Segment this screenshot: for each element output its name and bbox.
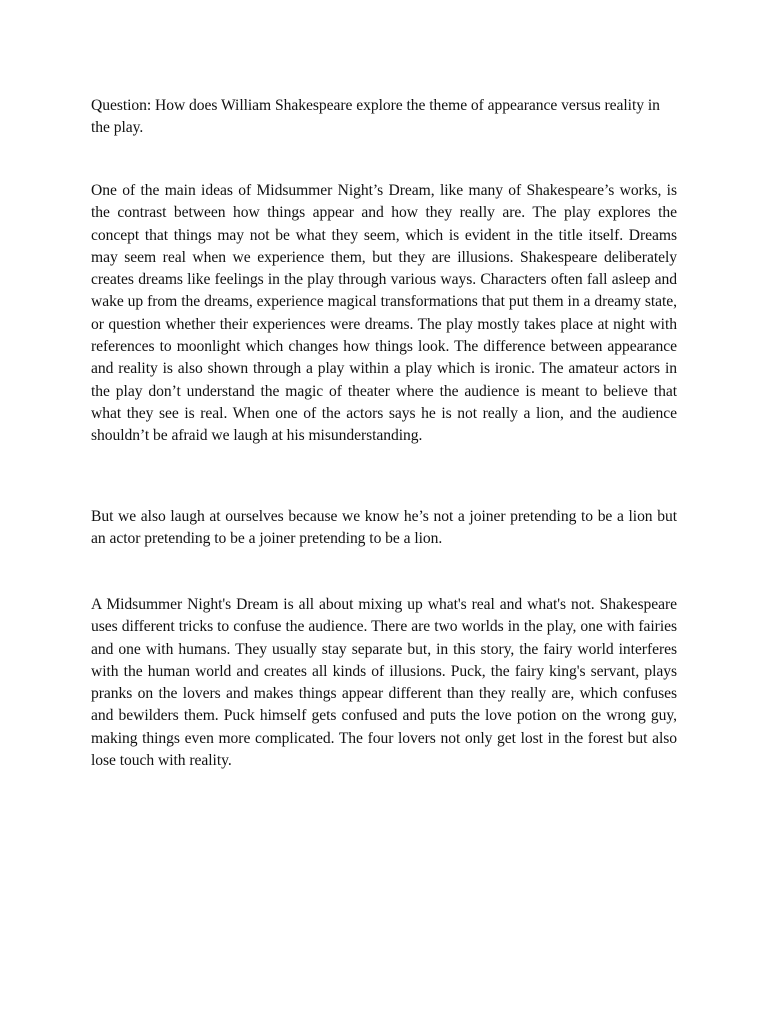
paragraph-2: But we also laugh at ourselves because we know he’s not a joiner pretending to be a lion but an actor pretending to be a joiner pretending to be a lion. <box>91 508 677 548</box>
paragraph-3: A Midsummer Night's Dream is all about mixing up what's real and what's not. Shakespeare uses different tricks to confuse the audience. There are two worlds in the play, one with fairies and one with humans. They usually stay separate but, in this story, the fairy world interferes with the human world and creates all kinds of illusions. Puck, the fairy king's servant, plays pranks on the lovers and makes things appear different than they really are, which confuses and bewilders them. Puck himself gets confused and puts the love potion on the wrong guy, making things even more complicated. The four lovers not only get lost in the forest but also lose touch with reality. <box>91 596 677 770</box>
question-heading: Question: How does William Shakespeare explore the theme of appearance versus reality in the play. <box>91 97 660 137</box>
paragraph-1: One of the main ideas of Midsummer Night’s Dream, like many of Shakespeare’s works, is the contrast between how things appear and how they really are. The play explores the concept that things may not be what they seem, which is evident in the title itself. Dreams may seem real when we experience them, but they are illusions. Shakespeare deliberately creates dreams like feelings in the play through various ways. Characters often fall asleep and wake up from the dreams, experience magical transformations that put them in a dreamy state, or question whether their experiences were dreams. The play mostly takes place at night with references to moonlight which changes how things look. The difference between appearance and reality is also shown through a play within a play which is ironic. The amateur actors in the play don’t understand the magic of theater where the audience is meant to believe that what they see is real. When one of the actors says he is not really a lion, and the audience shouldn’t be afraid we laugh at his misunderstanding. <box>91 182 677 445</box>
